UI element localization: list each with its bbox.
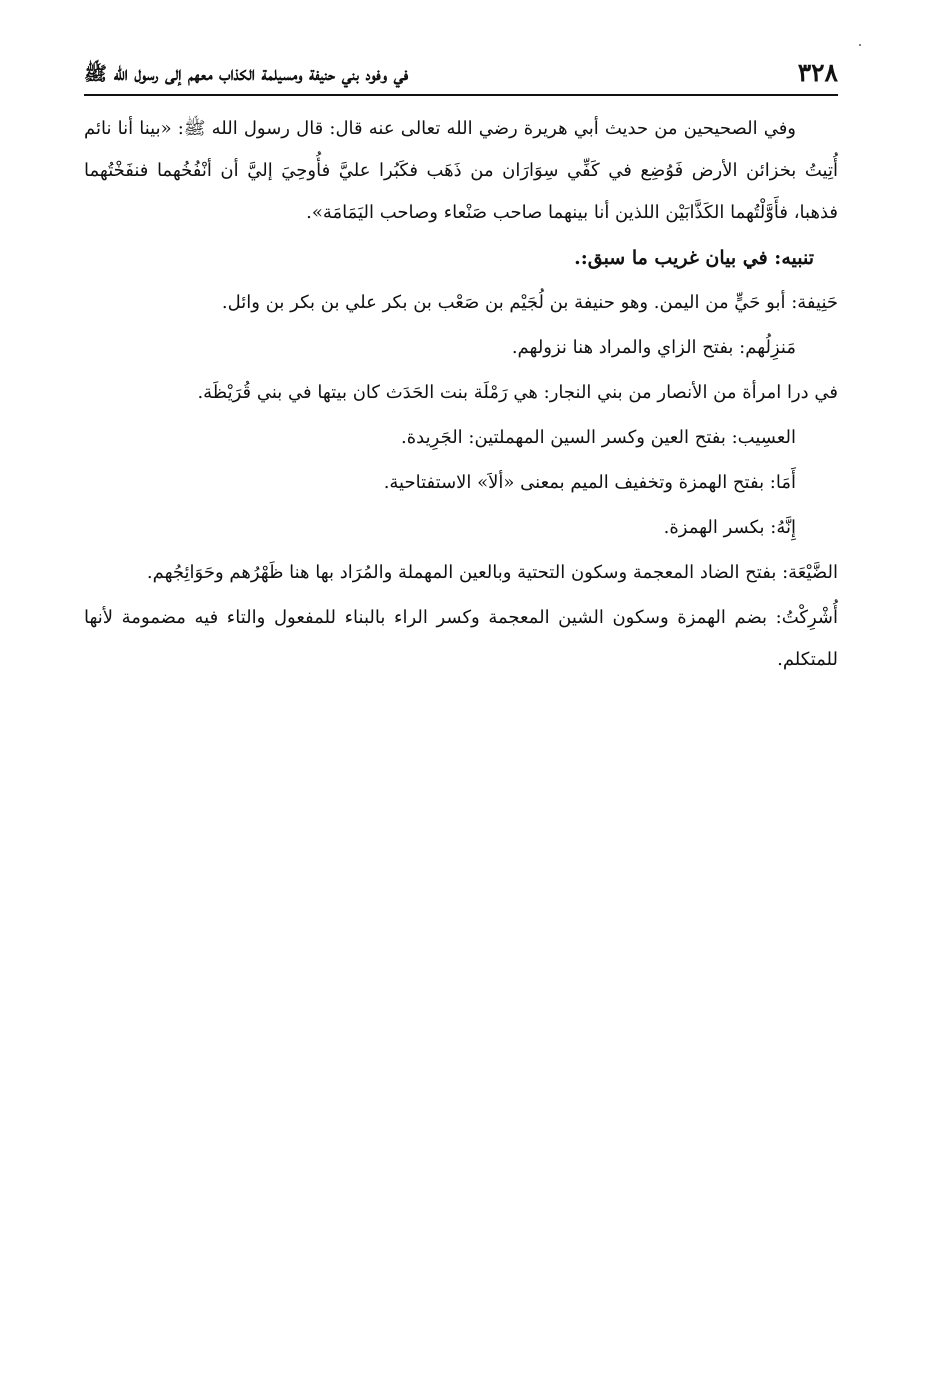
gloss-hanifa: حَنِيفة: أبو حَيٍّ من اليمن. وهو حنيفة بن لُجَيْم بن صَعْب بن بكر علي بن بكر بن وائل. bbox=[221, 292, 838, 313]
section-heading: تنبيه: في بيان غريب ما سبق:. bbox=[574, 247, 814, 269]
gloss-dar-imraa: في درا امرأة من الأنصار من بني النجار: هي رَمْلَة بنت الحَدَث كان بيتها في بني قُرَيْظَة. bbox=[197, 382, 838, 403]
scan-speck bbox=[859, 44, 861, 46]
header-rule bbox=[84, 94, 838, 96]
gloss-ama: أَمَا: بفتح الهمزة وتخفيف الميم بمعنى «ألاَ» الاستفتاحية. bbox=[383, 472, 796, 493]
page-number: ٣٢٨ bbox=[797, 58, 838, 87]
gloss-asib: العسِيب: بفتح العين وكسر السين المهملتين: الجَرِيدة. bbox=[401, 427, 796, 448]
body-text bbox=[84, 108, 838, 684]
gloss-ushriktu: أُشْرِكْتُ: بضم الهمزة وسكون الشين المعجمة وكسر الراء بالبناء للمفعول والتاء فيه مضمومة لأنها للمتكلم. bbox=[84, 607, 838, 670]
gloss-innahu: إِنَّهُ: بكسر الهمزة. bbox=[663, 517, 796, 538]
gloss-manzilahum: مَنزِلُهم: بفتح الزاي والمراد هنا نزولهم. bbox=[511, 337, 796, 358]
running-title: في وفود بني حنيفة ومسيلمة الكذاب معهم إلى رسول الله ﷺ bbox=[84, 63, 409, 85]
hadith-paragraph: وفي الصحيحين من حديث أبي هريرة رضي الله تعالى عنه قال: قال رسول الله ﷺ: «بينا أنا نائم أُتِيتُ بخزائن الأرض فَوُضِع في كَفِّي سِوَارَان من ذَهَب فكَبُرا عليَّ فأُوحِيَ إليَّ أن أنْفُخُهما فنفَخْتُهما فذهبا، فأَوَّلْتُهما الكَذَّابَيْن اللذين أنا بينهما صاحب صَنْعاء وصاحب اليَمَامَة». bbox=[84, 118, 838, 223]
gloss-dayah: الضَّيْعَة: بفتح الضاد المعجمة وسكون التحتية وبالعين المهملة والمُرَاد بها هنا ظَهْرُهم وحَوَائِجُهم. bbox=[146, 562, 838, 583]
page-header bbox=[84, 52, 838, 92]
